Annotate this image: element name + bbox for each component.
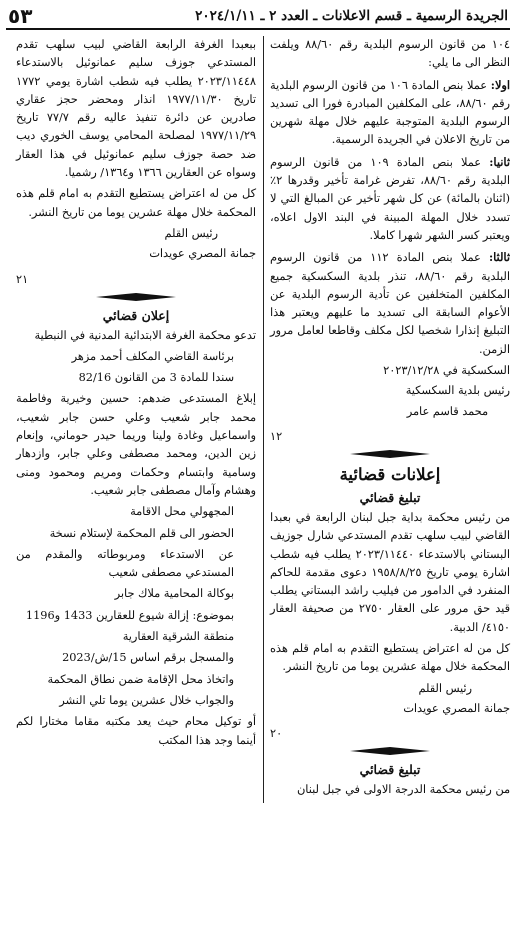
header-title: الجريدة الرسمية ـ قسم الاعلانات ـ العدد ٢ ـ ٢٠٢٤/١/١١ — [195, 8, 508, 24]
clerk-name: جمانة المصري عويدات — [403, 701, 510, 715]
court-line: تدعو محكمة الغرفة الابتدائية المدنية في النبطية — [34, 328, 256, 342]
item-second — [270, 153, 510, 245]
announcement-number: ٢٠ — [270, 727, 283, 741]
right-column — [263, 36, 510, 803]
signature-title: رئيس بلدية السكسكية — [405, 384, 510, 398]
left-column — [16, 36, 263, 803]
notice-title: إعلان قضائي — [102, 307, 170, 323]
judge-line: برئاسة القاضي المكلف أحمد مزهر — [71, 349, 234, 363]
notice-body: من رئيس محكمة بداية جبل لبنان الرابعة في بعبدا القاضي لبيب سلهب تقدم المستدعي شارل جوزيف البستاني بالاستدعاء ٢٠٢٣/١١٤٤٠ يطلب فيه شطب اشارة يومي تاريخ ١٩٥٨/٨/٢٥ دعوى مقدمة للحاكم المنفرد في الدامور من فيليب راشد البستاني يطلب قيد حق مرور على العقار ٢٧٥٠ من صحيفة العقار ٤١٥٠/ الدبية. — [270, 510, 510, 634]
lawyer-line: أو توكيل محام حيث يعد مكتبه مقاما مختارا لكم أينما وجد هذا المكتب — [16, 715, 256, 747]
region-line: منطقة الشرقية العقارية — [122, 630, 234, 644]
divider-ornament-icon — [350, 746, 430, 756]
item-second-text: عملا بنص المادة ١٠٩ من قانون الرسوم البلدية رقم ٨٨/٦٠، تفرض غرامة تأخير وقدرها ٢٪ (اثنان بالمائة) عن كل شهر تأخير عن المبالغ التي لا تسدد خلال المهلة المبينة في البند الاول اعلاه، ويعتبر كسر الشهر شهرا كاملا. — [270, 155, 510, 242]
section-title: إعلانات قضائية — [339, 464, 441, 484]
section-divider — [270, 449, 510, 459]
notice-title: تبليغ قضائي — [359, 489, 421, 505]
item-first-lead: اولا: — [490, 77, 510, 92]
intro-paragraph: ١٠٤ من قانون الرسوم البلدية رقم ٨٨/٦٠ ويلفت النظر الى ما يلي: — [270, 38, 510, 70]
signature-name: محمد قاسم عامر — [406, 404, 488, 418]
item-first-text: عملا بنص المادة ١٠٦ من قانون الرسوم البلدية رقم ٨٨/٦٠، على المكلفين المبادرة فورا الى تسديد الرسوم البلدية المتوجبة عليهم خلال مهلة شهرين من تاريخ الاعلان في الجريدة الرسمية. — [270, 78, 510, 147]
clerk-title: رئيس القلم — [164, 226, 218, 240]
divider-ornament-icon — [96, 292, 176, 302]
item-second-lead: ثانيا: — [489, 154, 510, 169]
page-header — [6, 4, 510, 30]
subject-line: بموضوع: إزالة شيوع للعقارين 1433 و1196 — [25, 608, 234, 622]
reply-line: والجواب خلال عشرين يوما تلي النشر — [59, 693, 234, 707]
continued-notice-body: ببعبدا الغرفة الرابعة القاضي لبيب سلهب تقدم المستدعي جوزف سليم عمانوئيل بالاستدعاء ٢٠٢٣/١١٤٤٨ يطلب فيه شطب اشارة يومي ١٧٧٢ تاريخ ١٩٧٧/١١/٣٠ انذار ومحضر حجز عقاري صادرين عن دائرة تنفيذ عاليه رقم ٧٧/٧ تاريخ ١٩٧٧/١١/٢٩ لمصلحة المحامي يوسف الخوري ديب ضد حصة جوزف سليم عمانوئيل في هذا العقار وسواه عن العقارين ١٣٦٦ و١٣٦٤/ رشميا. — [16, 38, 257, 180]
unknown-address-line: المجهولي محل الاقامة — [130, 505, 234, 519]
attorney-line: بوكالة المحامية ملاك جابر — [114, 587, 234, 601]
legal-basis-line: سندا للمادة 3 من القانون 82/16 — [78, 371, 234, 385]
respondents-paragraph: إبلاغ المستدعى ضدهم: حسين وخيرية وفاطمة محمد جابر شعيب وعلي حسن جابر شعيب، واسماعيل وغادة ولينا وريما حيدر حوماني، وإنعام زين الدين، ومحمد مصطفى وعلي جابر، وازدهار وسامية وابتسام وحكمات ومريم ومحمود ومنى وهشام وآمال مصطفى جابر شعيب. — [16, 392, 256, 497]
page-number: ٥٣ — [8, 4, 33, 28]
item-third — [270, 248, 510, 359]
section-divider — [270, 746, 510, 756]
item-third-lead: ثالثا: — [488, 250, 510, 265]
notice-body: من رئيس محكمة الدرجة الاولى في جبل لبنان — [296, 783, 510, 797]
petition-line: عن الاستدعاء ومربوطاته والمقدم من المستدعي مصطفى شعيب — [16, 547, 234, 580]
clerk-title: رئيس القلم — [418, 681, 472, 695]
announcement-number: ١٢ — [270, 429, 283, 443]
notice-objection: كل من له اعتراض يستطيع التقدم به امام قلم هذه المحكمة خلال مهلة عشرين يوما من تاريخ النشر. — [16, 187, 256, 219]
registered-line: والمسجل برقم اساس 15/ش/2023 — [62, 651, 234, 665]
clerk-name: جمانة المصري عويدات — [149, 247, 256, 261]
section-divider — [16, 292, 256, 302]
item-third-text: عملا بنص المادة ١١٢ من قانون الرسوم البلدية رقم ٨٨/٦٠، تنذر بلدية السكسكية جميع المكلفين المتخلفين عن تأدية الرسوم البلدية عن الأعوام السابقة الى تسديد ما عليهم ويعتبر هذا التبليغ إنذارا شخصيا لكل مكلف وقاطعا لعامل مرور الزمن. — [270, 251, 511, 356]
announcement-number: ٢١ — [16, 272, 29, 286]
notice-objection: كل من له اعتراض يستطيع التقدم به امام قلم هذه المحكمة خلال مهلة عشرين يوما من تاريخ النشر. — [270, 642, 510, 674]
item-first — [270, 76, 510, 150]
residence-line: واتخاذ محل الإقامة ضمن نطاق المحكمة — [47, 672, 234, 686]
summons-line: الحضور الى قلم المحكمة لإستلام نسخة — [49, 526, 234, 540]
notice-title: تبليغ قضائي — [359, 762, 421, 778]
columns — [6, 36, 510, 803]
divider-ornament-icon — [350, 449, 430, 459]
date-line: السكسكية في ٢٠٢٣/١٢/٢٨ — [383, 364, 510, 378]
